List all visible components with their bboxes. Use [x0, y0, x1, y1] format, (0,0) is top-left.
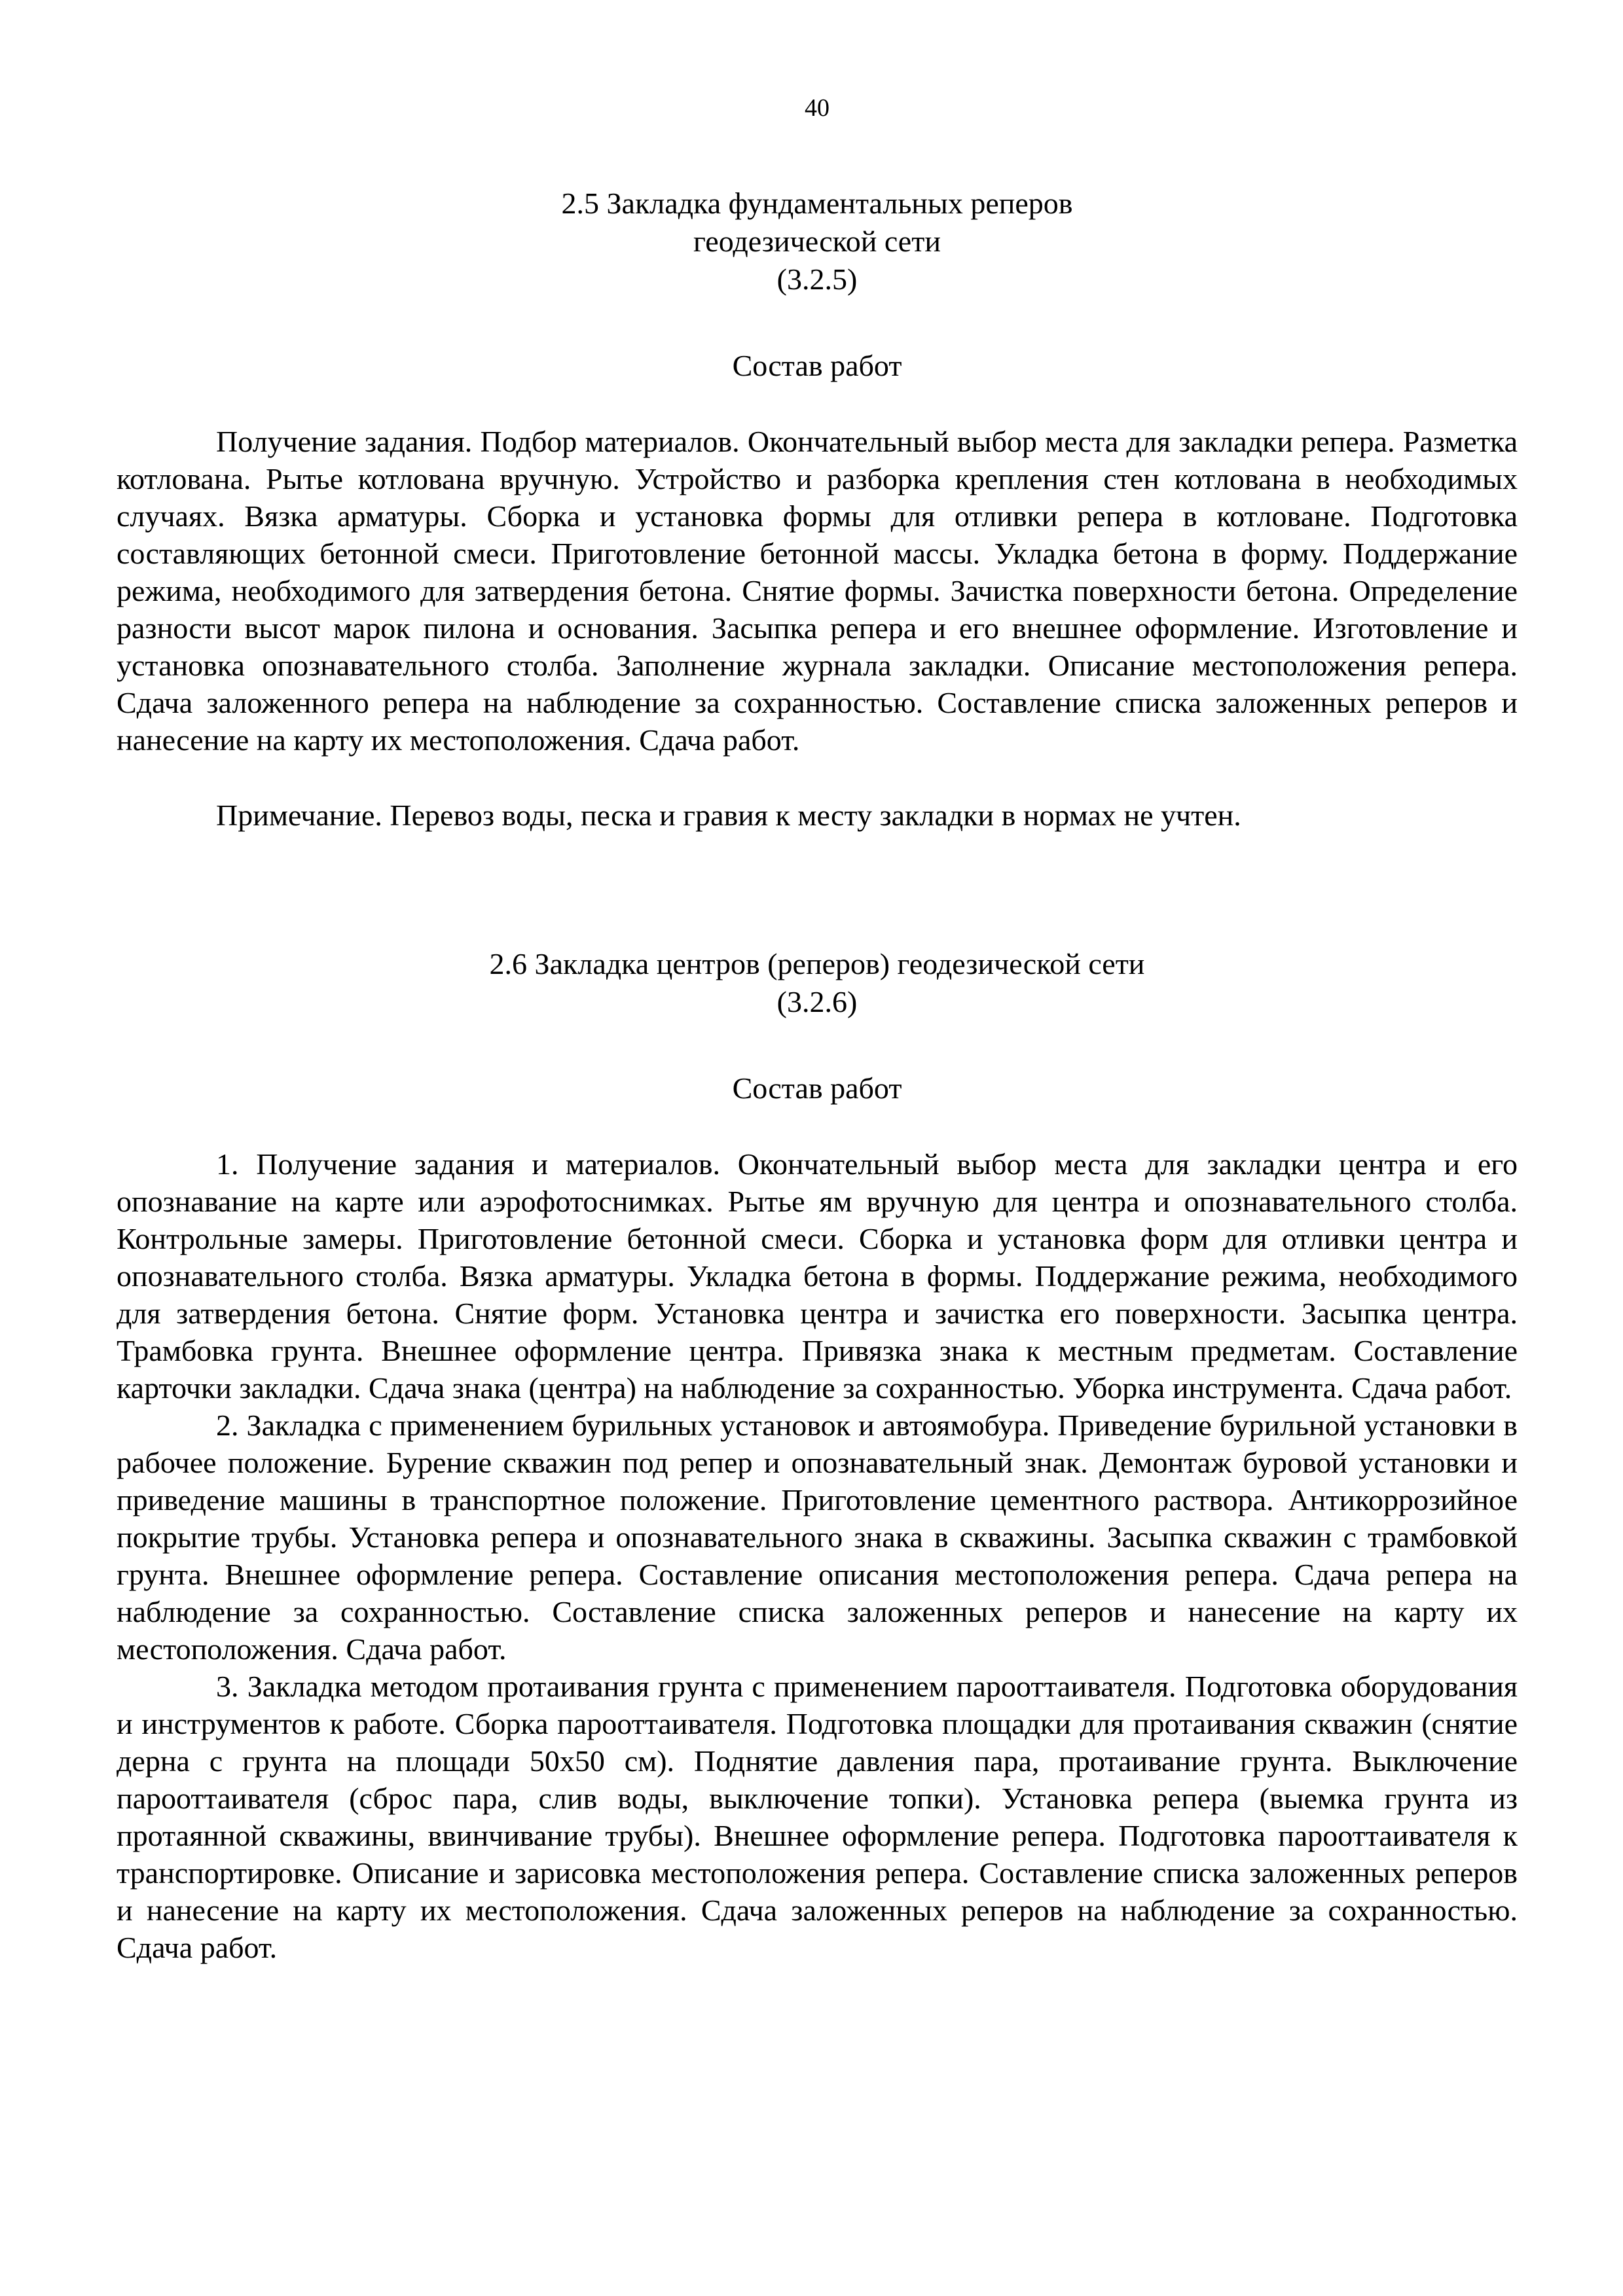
section-title — [117, 185, 1518, 298]
section-code: (3.2.6) — [776, 985, 858, 1018]
numbered-paragraph-1: 1. Получение задания и материалов. Окончательный выбор места для закладки центра и его опознавание на карте или аэрофотоснимках. Рытье ям вручную для центра и опознавательного столба. Контрольные замеры. Приготовление бетонной смеси. Сборка и установка форм для отливки центра и опознавательного столба. Вязка арматуры. Укладка бетона в формы. Поддержание режима, необходимого для затвердения бетона. Снятие форм. Установка центра и зачистка его поверхности. Засыпка центра. Трамбовка грунта. Внешнее оформление центра. Привязка знака к местным предметам. Составление карточки закладки. Сдача знака (центра) на наблюдение за сохранностью. Уборка инструмента. Сдача работ. — [117, 1147, 1518, 1405]
document-page — [117, 92, 1518, 1966]
section-2-5 — [117, 185, 1518, 834]
work-description-paragraph: Получение задания. Подбор материалов. Окончательный выбор места для закладки репера. Разметка котлована. Рытье котлована вручную. Устройство и разборка крепления стен котлована в необходимых случаях. Вязка арматуры. Сборка и установка формы для отливки репера в котловане. Подготовка составляющих бетонной смеси. Приготовление бетонной массы. Укладка бетона в форму. Поддержание режима, необходимого для затвердения бетона. Снятие формы. Зачистка поверхности бетона. Определение разности высот марок пилона и основания. Засыпка репера и его внешнее оформление. Изготовление и установка опознавательного столба. Заполнение журнала закладки. Описание местоположения репера. Сдача заложенного репера на наблюдение за сохранностью. Составление списка заложенных реперов и нанесение на карту их местоположения. Сдача работ. — [117, 425, 1518, 757]
work-composition-heading: Состав работ — [732, 1071, 902, 1105]
numbered-paragraph-3: 3. Закладка методом протаивания грунта с применением парооттаивателя. Подготовка оборудования и инструментов к работе. Сборка парооттаивателя. Подготовка площадки для протаивания скважин (снятие дерна с грунта на площади 50х50 см). Поднятие давления пара, протаивание грунта. Выключение парооттаивателя (сброс пара, слив воды, выключение топки). Установка репера (выемка грунта из протаянной скважины, ввинчивание трубы). Внешнее оформление репера. Подготовка парооттаивателя к транспортировке. Описание и зарисовка местоположения репера. Составление списка заложенных реперов и нанесение на карту их местоположения. Сдача заложенных реперов на наблюдение за сохранностью. Сдача работ. — [117, 1670, 1518, 1964]
work-composition-heading: Состав работ — [732, 349, 902, 382]
numbered-paragraph-2: 2. Закладка с применением бурильных установок и автоямобура. Приведение бурильной установки в рабочее положение. Бурение скважин под репер и опознавательный знак. Демонтаж буровой установки и приведение машины в транспортное положение. Приготовление цементного раствора. Антикоррозийное покрытие трубы. Установка репера и опознавательного знака в скважины. Засыпка скважин с трамбовкой грунта. Внешнее оформление репера. Составление описания местоположения репера. Сдача репера на наблюдение за сохранностью. Составление списка заложенных реперов и нанесение на карту их местоположения. Сдача работ. — [117, 1408, 1518, 1666]
section-code: (3.2.5) — [776, 262, 858, 296]
page-number: 40 — [805, 94, 830, 122]
section-2-6 — [117, 945, 1518, 1966]
section-title-line: геодезической сети — [693, 224, 941, 258]
section-title — [117, 945, 1518, 1021]
section-title-line: 2.6 Закладка центров (реперов) геодезической сети — [489, 947, 1145, 980]
note-paragraph: Примечание. Перевоз воды, песка и гравия к месту закладки в нормах не учтен. — [216, 798, 1241, 832]
section-title-line: 2.5 Закладка фундаментальных реперов — [561, 187, 1073, 220]
